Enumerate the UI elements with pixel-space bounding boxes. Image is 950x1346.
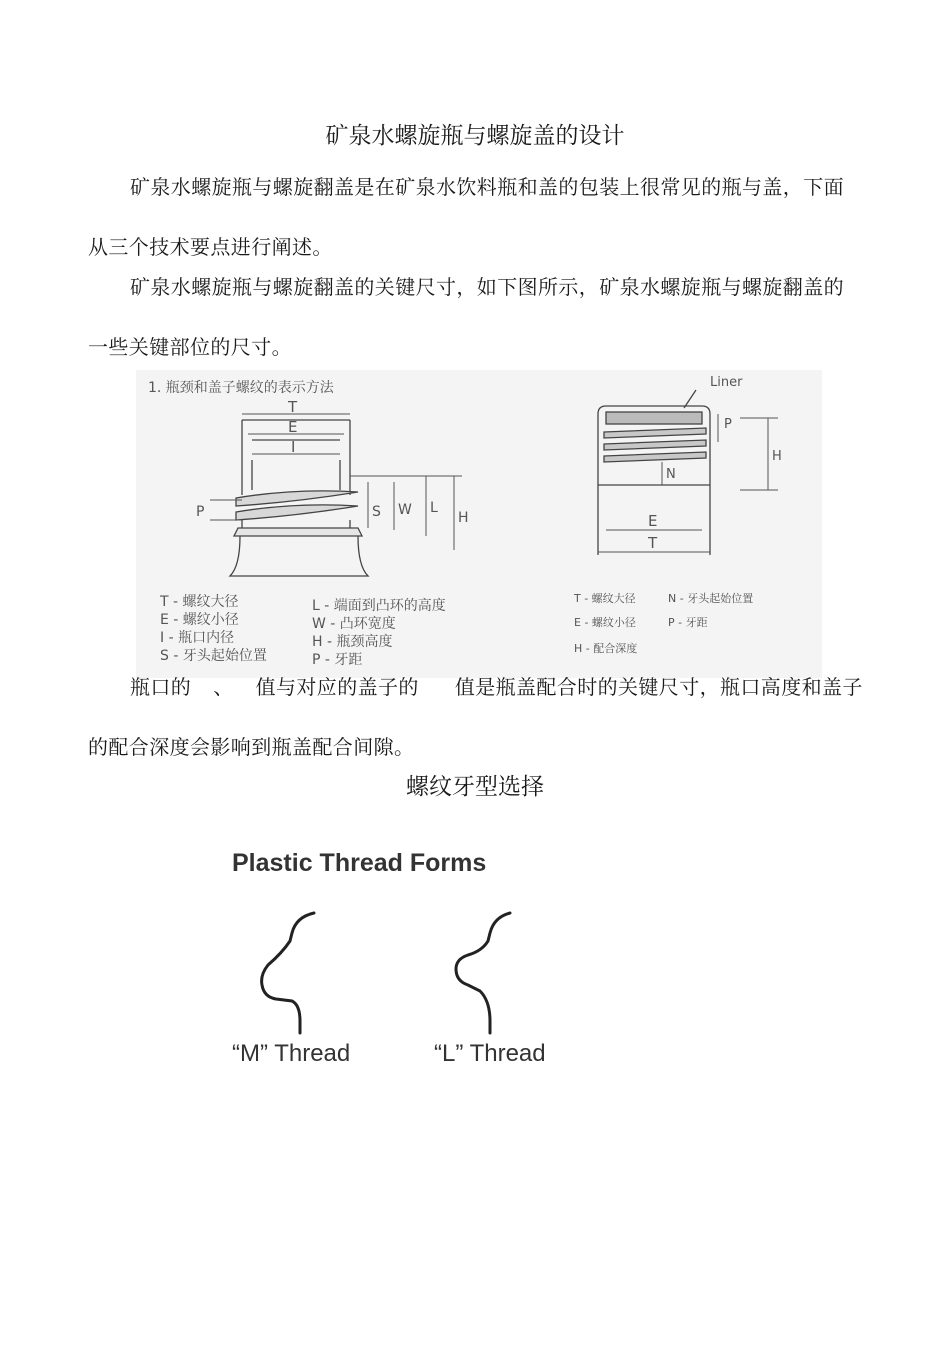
legend-item: H - 配合深度 [574, 642, 638, 655]
legend-item: S - 牙头起始位置 [160, 648, 267, 664]
legend-item: P - 牙距 [312, 652, 363, 668]
text-fragment: 、 [213, 675, 234, 699]
legend-item: P - 牙距 [668, 616, 708, 629]
figure-caption: 1. 瓶颈和盖子螺纹的表示方法 [148, 380, 334, 396]
dim-label-L: L [430, 500, 438, 516]
dim-label-H-right: H [772, 449, 782, 464]
legend-item: H - 瓶颈高度 [312, 634, 393, 650]
cap-legend-col1 [573, 591, 637, 655]
section-title-thread-forms: 螺纹牙型选择 [406, 774, 544, 800]
bottle-cap-dimension-figure [136, 370, 822, 678]
text-fragment: 值与对应的盖子的 [255, 675, 419, 699]
document-title: 矿泉水螺旋瓶与螺旋盖的设计 [325, 123, 625, 149]
legend-item: T - 螺纹大径 [160, 594, 239, 610]
dim-label-N: N [666, 467, 676, 482]
cap-legend-col2 [668, 591, 753, 629]
dim-label-P-right: P [724, 417, 732, 432]
dim-label-P-left: P [196, 504, 205, 520]
dim-label-I-left: I [291, 438, 296, 456]
legend-item: N - 牙头起始位置 [668, 592, 754, 605]
legend-item: W - 凸环宽度 [312, 616, 396, 632]
paragraph-intro: 矿泉水螺旋瓶与螺旋翻盖是在矿泉水饮料瓶和盖的包装上很常见的瓶与盖，下面从三个技术要点进行阐述。 [88, 175, 844, 259]
legend-item: E - 螺纹小径 [574, 616, 636, 629]
paragraph-fit-dimensions [88, 657, 863, 777]
dim-label-S: S [372, 504, 381, 520]
bottle-neck-drawing [230, 420, 368, 576]
legend-item: E - 螺纹小径 [160, 612, 239, 628]
l-thread-label: “L” Thread [434, 1040, 546, 1067]
legend-item: L - 端面到凸环的高度 [312, 598, 446, 614]
dim-label-E-left: E [288, 418, 298, 436]
legend-item: I - 瓶口内径 [160, 630, 235, 646]
text-fragment: 值是瓶盖配合时的关键尺寸，瓶口高度和盖子的配合深度会影响到瓶盖配合间隙。 [88, 675, 863, 759]
paragraph-key-dimensions: 矿泉水螺旋瓶与螺旋翻盖的关键尺寸，如下图所示，矿泉水螺旋瓶与螺旋翻盖的一些关键部位的尺寸。 [88, 275, 844, 359]
text-fragment: 瓶口的 [130, 675, 192, 699]
thread-forms-title: Plastic Thread Forms [232, 849, 487, 877]
legend-item: T - 螺纹大径 [574, 592, 636, 605]
l-thread-profile [456, 913, 510, 1033]
dim-label-T-left: T [288, 398, 298, 416]
dim-label-E-right: E [648, 512, 658, 530]
m-thread-label: “M” Thread [232, 1040, 351, 1067]
bottle-legend-col1 [159, 593, 267, 664]
liner-label: Liner [710, 375, 743, 390]
dim-label-W: W [398, 502, 412, 518]
m-thread-profile [262, 913, 314, 1033]
plastic-thread-forms-figure [220, 835, 580, 1075]
dim-label-T-right: T [648, 534, 658, 552]
dim-label-H-left: H [458, 510, 469, 526]
